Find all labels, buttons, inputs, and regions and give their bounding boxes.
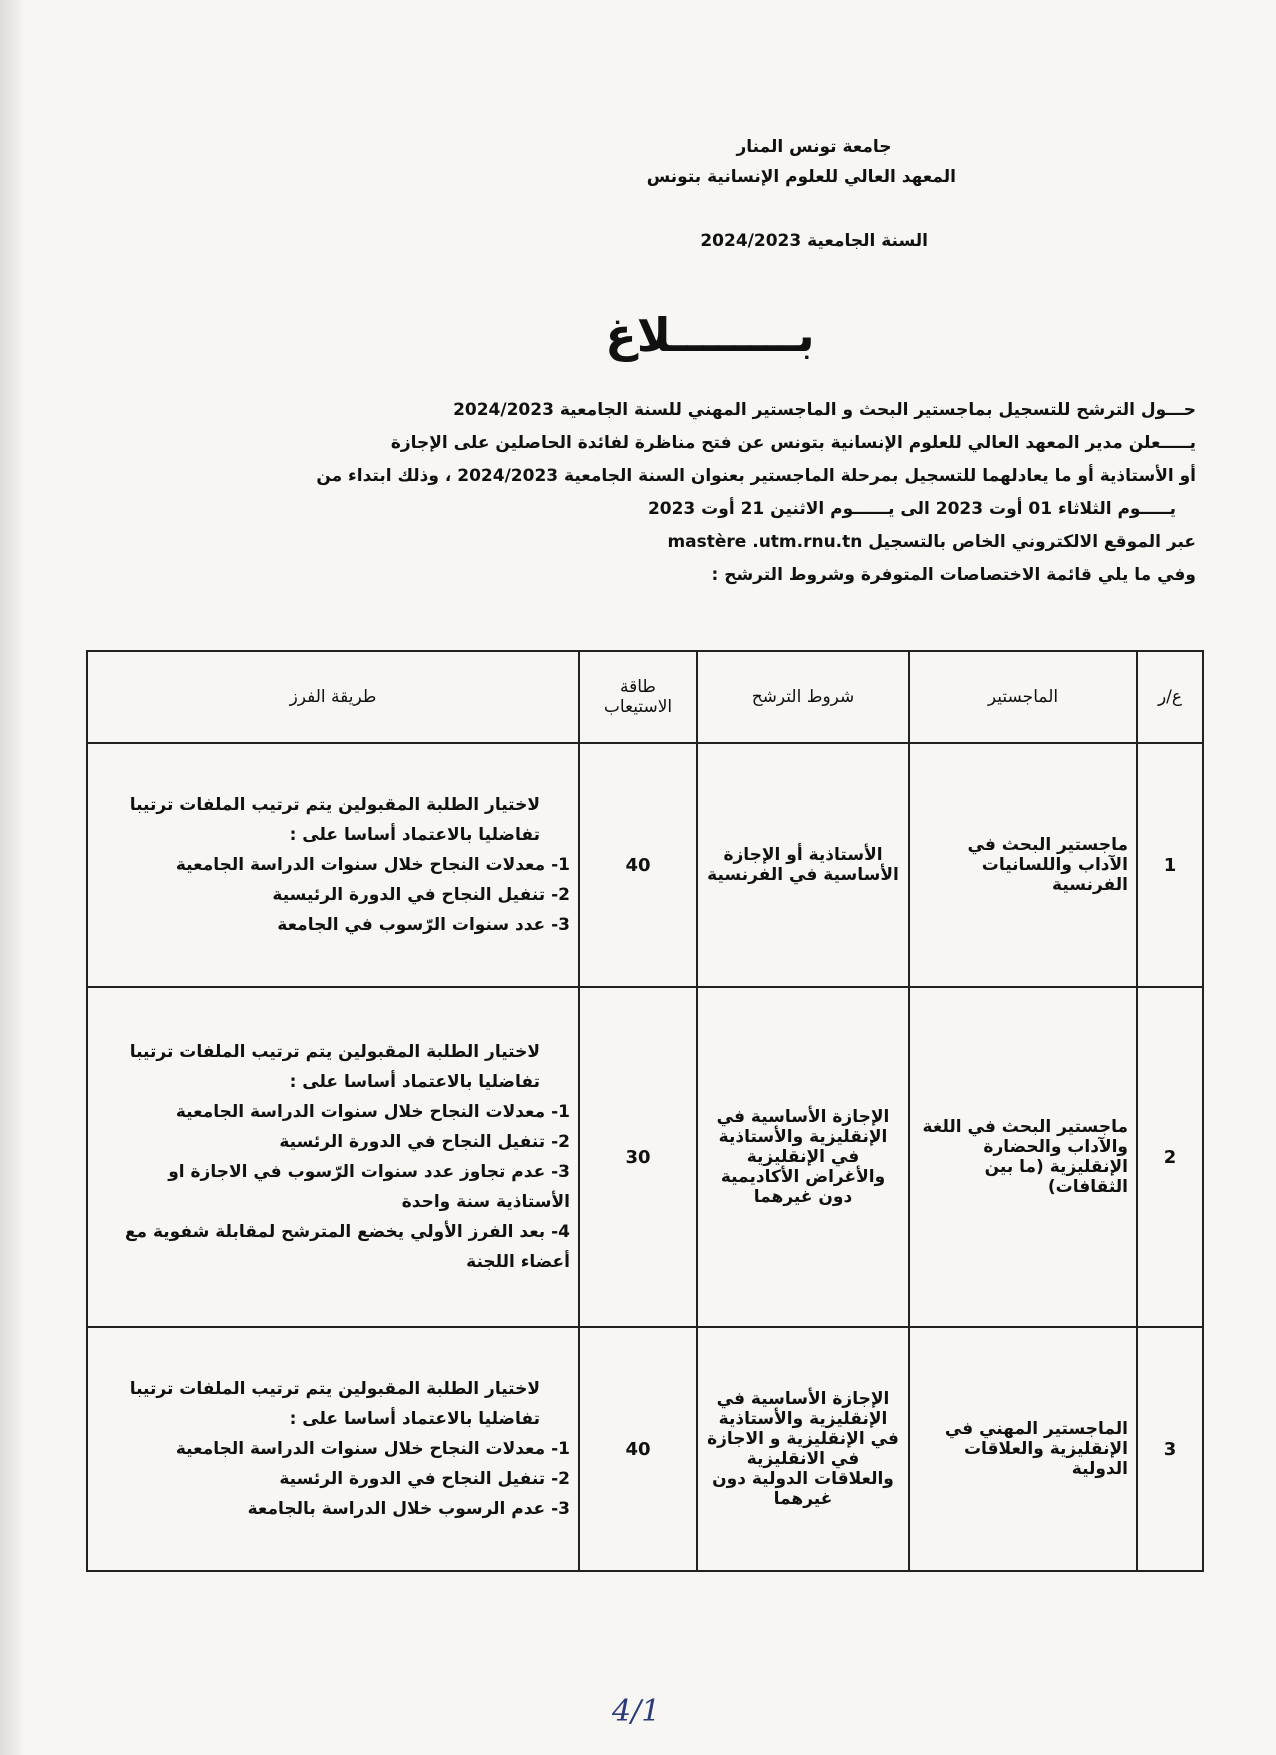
selection-line: 1- معدلات النجاح خلال سنوات الدراسة الجامعية (175, 1102, 570, 1122)
row-conditions: الإجازة الأساسية في الإنقليزية والأستاذية في الإنقليزية و الاجازة في الانقليزية والعلاقات الدولية دون غيرهما (697, 1327, 909, 1571)
intro-line-6: وفي ما يلي قائمة الاختصاصات المتوفرة وشروط الترشح : (711, 565, 1196, 585)
selection-line: 2- تنفيل النجاح في الدورة الرئيسية (272, 885, 570, 905)
selection-line: 3- عدم الرسوب خلال الدراسة بالجامعة (247, 1499, 570, 1519)
header-selection: طريقة الفرز (87, 651, 579, 743)
row-selection (87, 743, 579, 987)
row-master: ماجستير البحث في اللغة والآداب والحضارة الإنقليزية (ما بين الثقافات) (909, 987, 1137, 1327)
table-row (87, 1327, 1203, 1571)
row-capacity: 40 (579, 1327, 697, 1571)
table-header-row (87, 651, 1203, 743)
row-selection (87, 1327, 579, 1571)
row-selection (87, 987, 579, 1327)
masters-table (86, 650, 1204, 1572)
row-master: الماجستير المهني في الإنقليزية والعلاقات الدولية (909, 1327, 1137, 1571)
table-row (87, 987, 1203, 1327)
selection-line: 1- معدلات النجاح خلال سنوات الدراسة الجامعية (175, 1439, 570, 1459)
header-capacity: طاقة الاستيعاب (579, 651, 697, 743)
row-master: ماجستير البحث في الآداب واللسانيات الفرنسية (909, 743, 1137, 987)
selection-line: 3- عدد سنوات الرّسوب في الجامعة (277, 915, 570, 935)
row-num: 1 (1137, 743, 1203, 987)
intro-line-1: حـــول الترشح للتسجيل بماجستير البحث و الماجستير المهني للسنة الجامعية 2024/2023 (453, 400, 1196, 420)
intro-line-4: يـــــوم الثلاثاء 01 أوت 2023 الى يــــــوم الاثنين 21 أوت 2023 (647, 499, 1176, 519)
intro-line-2: يـــــعلن مدير المعهد العالي للعلوم الإنسانية بتونس عن فتح مناظرة لفائدة الحاصلين على الإجازة (390, 433, 1196, 453)
selection-line: لاختيار الطلبة المقبولين يتم ترتيب الملفات ترتيبا تفاضليا بالاعتماد أساسا على : (129, 1379, 540, 1429)
academic-year: السنة الجامعية 2024/2023 (700, 231, 928, 251)
letterhead (496, 132, 956, 256)
page-title: بــــــــلاغ (605, 308, 815, 362)
selection-line: 3- عدم تجاوز عدد سنوات الرّسوب في الاجازة او الأستاذية سنة واحدة (168, 1162, 570, 1212)
table-row (87, 743, 1203, 987)
institute-name: المعهد العالي للعلوم الإنسانية بتونس (646, 167, 956, 187)
header-conditions: شروط الترشح (697, 651, 909, 743)
row-capacity: 30 (579, 987, 697, 1327)
intro-line-5: عبر الموقع الالكتروني الخاص بالتسجيل mastère .utm.rnu.tn (667, 532, 1196, 552)
row-capacity: 40 (579, 743, 697, 987)
header-master: الماجستير (909, 651, 1137, 743)
header-num: ع/ر (1137, 651, 1203, 743)
selection-line: 1- معدلات النجاح خلال سنوات الدراسة الجامعية (175, 855, 570, 875)
scan-edge-shadow (0, 0, 26, 1755)
selection-line: لاختيار الطلبة المقبولين يتم ترتيب الملفات ترتيبا تفاضليا بالاعتماد أساسا على : (129, 795, 540, 845)
row-conditions: الأستاذية أو الإجازة الأساسية في الفرنسية (697, 743, 909, 987)
row-num: 2 (1137, 987, 1203, 1327)
announcement-body (256, 394, 1196, 592)
selection-line: 2- تنفيل النجاح في الدورة الرئسية (279, 1469, 570, 1489)
selection-line: 2- تنفيل النجاح في الدورة الرئسية (279, 1132, 570, 1152)
selection-line: 4- بعد الفرز الأولي يخضع المترشح لمقابلة شفوية مع أعضاء اللجنة (124, 1222, 570, 1272)
intro-line-3: أو الأستاذية أو ما يعادلهما للتسجيل بمرحلة الماجستير بعنوان السنة الجامعية 2024/2023 ، وذلك ابتداء من (316, 466, 1196, 486)
page-number: 4/1 (612, 1694, 661, 1729)
university-name: جامعة تونس المنار (736, 137, 892, 157)
row-conditions: الإجازة الأساسية في الإنقليزية والأستاذية في الإنقليزية والأغراض الأكاديمية دون غيرهما (697, 987, 909, 1327)
row-num: 3 (1137, 1327, 1203, 1571)
selection-line: لاختيار الطلبة المقبولين يتم ترتيب الملفات ترتيبا تفاضليا بالاعتماد أساسا على : (129, 1042, 540, 1092)
